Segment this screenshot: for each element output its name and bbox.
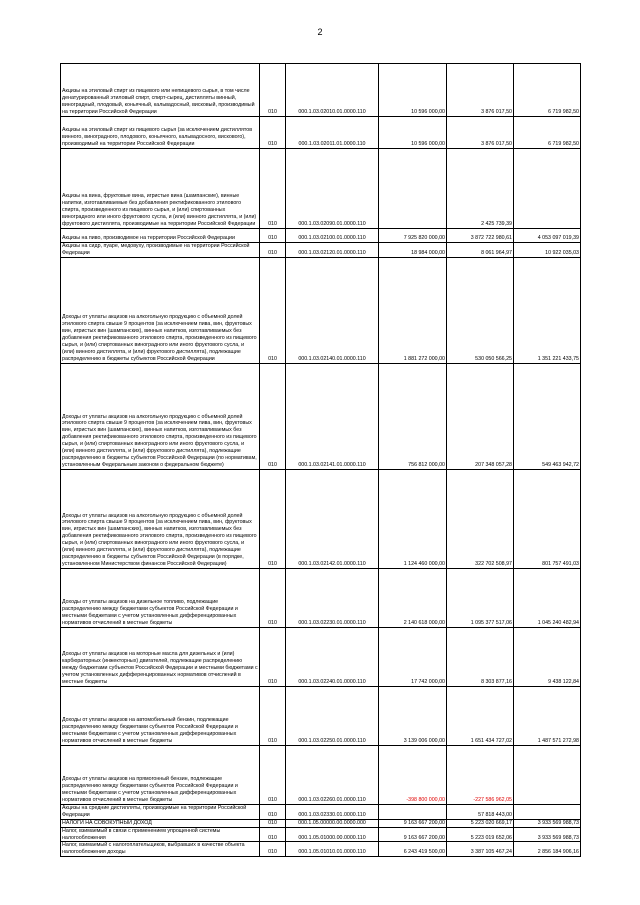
row-fact: 530 050 566,25 [447, 257, 514, 363]
row-kbk: 000.1.03.02250.01.0000.110 [286, 686, 379, 745]
row-fact: 1 095 377 517,06 [447, 568, 514, 627]
row-code: 010 [260, 827, 286, 842]
row-fact: 3 876 017,50 [447, 64, 514, 117]
row-plan: 10 596 000,00 [379, 64, 447, 117]
row-rest: 1 045 240 482,94 [514, 568, 581, 627]
row-name: Доходы от уплаты акцизов на моторные масла для дизельных и (или) карбюраторных (инжекторных) двигателей, подлежащие распределению между бюджетами субъектов Российской Федерации и местными бюджетами с учетом установленных дифференцированных нормативов отчислений в местные бюджеты [61, 627, 260, 686]
row-fact: 3 876 017,50 [447, 117, 514, 149]
row-rest: 10 922 035,03 [514, 243, 581, 258]
table-row [61, 568, 581, 627]
row-kbk: 000.1.05.00000.00.0000.000 [286, 819, 379, 827]
row-fact: 1 651 434 727,02 [447, 686, 514, 745]
row-code: 010 [260, 363, 286, 469]
row-kbk: 000.1.03.02011.01.0000.110 [286, 117, 379, 149]
row-kbk: 000.1.03.02141.01.0000.110 [286, 363, 379, 469]
row-plan: 756 812 000,00 [379, 363, 447, 469]
row-plan: 7 925 820 000,00 [379, 229, 447, 243]
row-fact: 57 818 443,00 [447, 804, 514, 819]
row-fact: 8 303 877,16 [447, 627, 514, 686]
row-rest: 9 438 122,84 [514, 627, 581, 686]
row-plan: 1 881 272 000,00 [379, 257, 447, 363]
row-fact: 5 223 019 652,06 [447, 827, 514, 842]
row-rest: 6 719 982,50 [514, 117, 581, 149]
row-rest: 2 856 184 906,16 [514, 842, 581, 857]
row-rest: 6 719 982,50 [514, 64, 581, 117]
row-code: 010 [260, 819, 286, 827]
table-row [61, 117, 581, 149]
table-row [61, 819, 581, 827]
row-code: 010 [260, 243, 286, 258]
row-name: Акцизы на пиво, производимое на территории Российской Федерации [61, 229, 260, 243]
row-kbk: 000.1.03.02140.01.0000.110 [286, 257, 379, 363]
row-plan: 3 139 006 000,00 [379, 686, 447, 745]
row-name: Доходы от уплаты акцизов на дизельное топливо, подлежащие распределению между бюджетами субъектов Российской Федерации и местными бюджетами с учетом установленных дифференцированных нормативов отчислений в местные бюджеты [61, 568, 260, 627]
row-kbk: 000.1.03.02230.01.0000.110 [286, 568, 379, 627]
table-row [61, 842, 581, 857]
row-code: 010 [260, 257, 286, 363]
row-code: 010 [260, 568, 286, 627]
row-fact: 322 702 508,97 [447, 469, 514, 568]
table-row [61, 229, 581, 243]
row-rest: 549 463 942,72 [514, 363, 581, 469]
row-rest: 1 351 221 433,75 [514, 257, 581, 363]
row-plan: 18 984 000,00 [379, 243, 447, 258]
row-kbk: 000.1.03.02010.01.0000.110 [286, 64, 379, 117]
row-name: Акцизы на средние дистилляты, производимые на территории Российской Федерации [61, 804, 260, 819]
row-kbk: 000.1.03.02260.01.0000.110 [286, 745, 379, 804]
row-plan [379, 804, 447, 819]
row-rest: 3 933 569 988,73 [514, 819, 581, 827]
row-rest: 3 933 569 988,73 [514, 827, 581, 842]
table-row [61, 469, 581, 568]
row-name: Акцизы на этиловый спирт из пищевого или непищевого сырья, в том числе денатурированный этиловый спирт, спирт-сырец, дистилляты винный, виноградный, плодовый, коньячный, кальвадосный, висковый, производимый на территории Российской Федерации [61, 64, 260, 117]
table-row [61, 243, 581, 258]
row-name: Доходы от уплаты акцизов на прямогонный бензин, подлежащие распределению между бюджетами субъектов Российской Федерации и местными бюджетами с учетом установленных дифференцированных нормативов отчислений в местные бюджеты [61, 745, 260, 804]
row-fact: 5 223 020 669,17 [447, 819, 514, 827]
row-name: Налог, взимаемый в связи с применением упрощенной системы налогообложения [61, 827, 260, 842]
row-rest: 1 487 571 272,98 [514, 686, 581, 745]
table-row [61, 64, 581, 117]
row-name: Акцизы на этиловый спирт из пищевого сырья (за исключением дистиллятов винного, виноградного, плодового, коньячного, кальвадосного, вискового), производимый на территории Российской Федерации [61, 117, 260, 149]
row-plan: 17 742 000,00 [379, 627, 447, 686]
row-rest [514, 745, 581, 804]
row-name: Акцизы на сидр, пуаре, медовуху, производимые на территории Российской Федерации [61, 243, 260, 258]
row-code: 010 [260, 229, 286, 243]
row-kbk: 000.1.03.02090.01.0000.110 [286, 149, 379, 229]
row-code: 010 [260, 149, 286, 229]
row-plan: -398 800 000,00 [379, 745, 447, 804]
row-fact: -227 586 962,05 [447, 745, 514, 804]
row-plan: 2 140 618 000,00 [379, 568, 447, 627]
row-code: 010 [260, 627, 286, 686]
row-kbk: 000.1.03.02330.01.0000.110 [286, 804, 379, 819]
row-fact: 3 872 722 980,61 [447, 229, 514, 243]
row-rest: 4 053 097 019,39 [514, 229, 581, 243]
row-plan [379, 149, 447, 229]
row-code: 010 [260, 64, 286, 117]
row-name: Доходы от уплаты акцизов на алкогольную продукцию с объемной долей этилового спирта свыше 9 процентов (за исключением пива, вин, фруктовых вин, игристых вин (шампанских), винных напитков, изготавливаемых без добавления ректификованного этилового спирта, произведенного из пищевого сырья, и (или) спиртованных виноградного или иного фруктового сусла, и (или) винного дистиллята, и (или) фруктового дистиллята), подлежащие распределению в бюджеты субъектов Российской Федерации (в порядке, установленном Министерством финансов Российской Федерации) [61, 469, 260, 568]
row-fact: 207 348 057,28 [447, 363, 514, 469]
table-row [61, 745, 581, 804]
row-fact: 8 061 964,97 [447, 243, 514, 258]
row-code: 010 [260, 842, 286, 857]
row-name: Доходы от уплаты акцизов на алкогольную продукцию с объемной долей этилового спирта свыше 9 процентов (за исключением пива, вин, фруктовых вин, игристых вин (шампанских), винных напитков, изготавливаемых без добавления ректификованного этилового спирта, произведенного из пищевого сырья, и (или) спиртованных виноградного или иного фруктового сусла, и (или) винного дистиллята, и (или) фруктового дистиллята), подлежащие распределению в бюджеты субъектов Российской Федерации (по нормативам, установленным Федеральным законом о федеральном бюджете) [61, 363, 260, 469]
row-plan: 9 163 667 200,00 [379, 819, 447, 827]
row-rest: 801 757 491,03 [514, 469, 581, 568]
row-code: 010 [260, 686, 286, 745]
row-code: 010 [260, 469, 286, 568]
table-row [61, 363, 581, 469]
page-number: 2 [317, 27, 323, 37]
row-plan: 1 124 460 000,00 [379, 469, 447, 568]
row-name: Налог, взимаемый с налогоплательщиков, выбравших в качестве объекта налогообложения доходы [61, 842, 260, 857]
row-plan: 10 596 000,00 [379, 117, 447, 149]
table-row [61, 804, 581, 819]
row-rest [514, 149, 581, 229]
row-fact: 2 425 739,39 [447, 149, 514, 229]
row-plan: 9 163 667 200,00 [379, 827, 447, 842]
table-row [61, 686, 581, 745]
row-name: Акцизы на вина, фруктовые вина, игристые вина (шампанские), винные напитки, изготавливаемые без добавления ректификованного этилового спирта, произведенного из пищевого сырья, и (или) спиртованных виноградного или иного фруктового сусла, и (или) винного дистиллята, и (или) фруктового дистиллята, производимые на территории Российской Федерации [61, 149, 260, 229]
table-row [61, 827, 581, 842]
table-row [61, 149, 581, 229]
revenue-table [60, 63, 581, 857]
row-name: Доходы от уплаты акцизов на автомобильный бензин, подлежащие распределению между бюджетами субъектов Российской Федерации и местными бюджетами с учетом установленных дифференцированных нормативов отчислений в местные бюджеты [61, 686, 260, 745]
table-row [61, 627, 581, 686]
row-plan: 6 243 419 500,00 [379, 842, 447, 857]
row-code: 010 [260, 804, 286, 819]
row-name: НАЛОГИ НА СОВОКУПНЫЙ ДОХОД [61, 819, 260, 827]
row-code: 010 [260, 745, 286, 804]
row-kbk: 000.1.03.02120.01.0000.110 [286, 243, 379, 258]
row-name: Доходы от уплаты акцизов на алкогольную продукцию с объемной долей этилового спирта свыше 9 процентов (за исключением пива, вин, фруктовых вин, игристых вин (шампанских), винных напитков, изготавливаемых без добавления ректификованного этилового спирта, произведенного из пищевого сырья, и (или) спиртованных виноградного или иного фруктового сусла, и (или) винного дистиллята, и (или) фруктового дистиллята), подлежащие распределению в бюджеты субъектов Российской Федерации [61, 257, 260, 363]
row-kbk: 000.1.03.02142.01.0000.110 [286, 469, 379, 568]
table-row [61, 257, 581, 363]
row-kbk: 000.1.03.02100.01.0000.110 [286, 229, 379, 243]
row-code: 010 [260, 117, 286, 149]
row-kbk: 000.1.05.01000.00.0000.110 [286, 827, 379, 842]
row-kbk: 000.1.03.02240.01.0000.110 [286, 627, 379, 686]
row-kbk: 000.1.05.01010.01.0000.110 [286, 842, 379, 857]
row-rest [514, 804, 581, 819]
row-fact: 3 387 105 467,24 [447, 842, 514, 857]
